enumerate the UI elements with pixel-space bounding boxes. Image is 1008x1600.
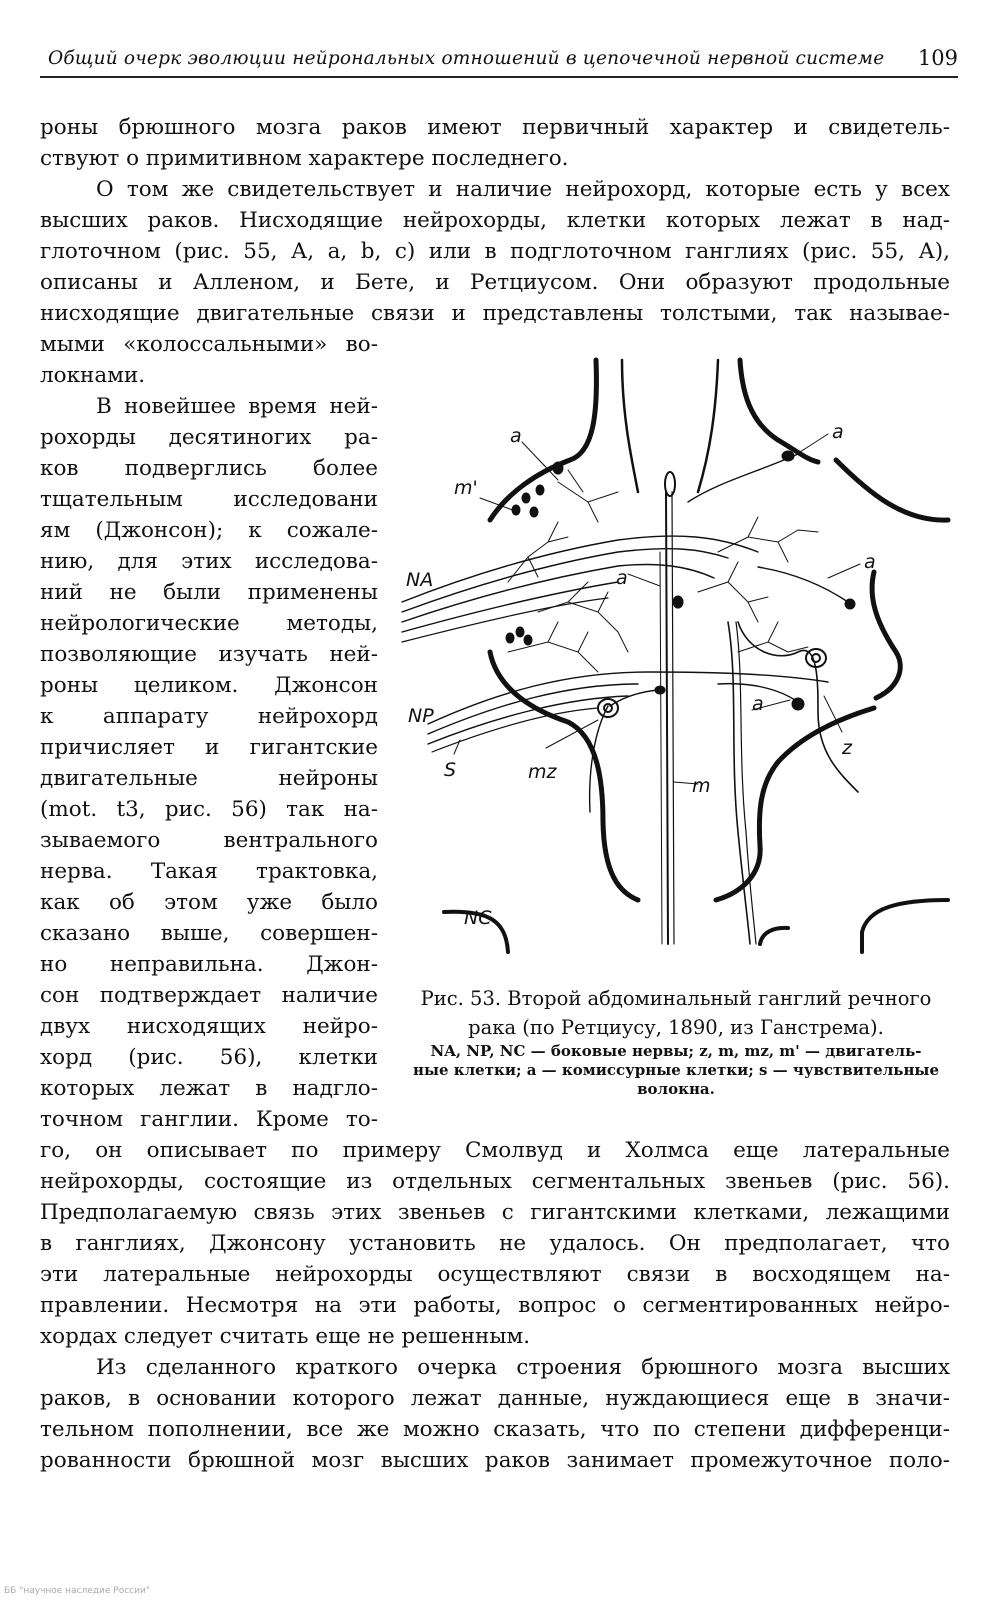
paragraph-2-continued (40, 329, 378, 391)
label-mz: mz (528, 761, 557, 783)
text-line: нисходящие двигательные связи и представлены толстыми, так называе- (40, 301, 950, 326)
ganglion-outline-left-lower (490, 652, 638, 900)
median-fiber (666, 492, 668, 944)
figure-caption (400, 984, 952, 1042)
cell-m-prime (512, 505, 520, 515)
paragraph-3-continued (40, 1135, 950, 1352)
ganglion-outline-right-upper (740, 360, 818, 462)
text-line: сон подтверждает наличие (40, 983, 378, 1008)
cell-a (673, 596, 683, 608)
text-line: роны целиком. Джонсон (40, 673, 378, 698)
legend-line: волокна. (637, 1080, 715, 1098)
text-line: нейрологические методы, (40, 611, 378, 636)
cell-m-prime (522, 493, 530, 503)
cell-top (665, 472, 675, 496)
label-a: a (752, 693, 764, 715)
neuron-process (688, 454, 798, 502)
dendrite (738, 622, 808, 652)
ganglion-outline-bottom-inner (760, 928, 788, 944)
neuron-process (736, 622, 756, 944)
text-line: к аппарату нейрохорд (40, 704, 378, 729)
text-line: го, он описывает по примеру Смолвуд и Холмса еще латеральные (40, 1138, 950, 1163)
text-line: двух нисходящих нейро- (40, 1014, 378, 1039)
text-line: В новейшее время ней- (96, 394, 378, 419)
cell-m-prime (530, 507, 538, 517)
ganglion-outline-top-right (836, 460, 948, 520)
cell-np (524, 635, 532, 645)
text-line: причисляет и гигантские (40, 735, 378, 760)
text-line: двигательные нейроны (40, 766, 378, 791)
cell-m-prime (536, 485, 544, 495)
text-line: в ганглиях, Джонсону установить не удалось. Он предполагает, что (40, 1231, 950, 1256)
text-line: правлении. Несмотря на эти работы, вопрос о сегментированных нейро- (40, 1293, 950, 1318)
neuron-process (758, 567, 848, 602)
median-fiber-b (672, 492, 674, 944)
text-line: нию, для этих исследова- (40, 549, 378, 574)
text-line: нерва. Такая трактовка, (40, 859, 378, 884)
text-line: раков, в основании которого лежат данные, нуждающиеся еще в значи- (40, 1386, 950, 1411)
legend-line: NA, NP, NC — боковые нервы; z, m, mz, m' — двигатель- (430, 1042, 922, 1060)
text-line: ствуют о примитивном характере последнего. (40, 146, 569, 171)
text-line: ям (Джонсон); к сожале- (40, 518, 378, 543)
connective-right (698, 360, 718, 492)
text-line: нейрохорды, состоящие из отдельных сегментальных звеньев (рис. 56). (40, 1169, 950, 1194)
text-line: О том же свидетельствует и наличие нейрохорд, которые есть у всех (96, 177, 950, 202)
caption-line: рака (по Ретциусу, 1890, из Ганстрема). (468, 1016, 884, 1039)
dendrite (718, 517, 818, 562)
text-line: мыми «колоссальными» во- (40, 332, 378, 357)
text-line: тельном пополнении, все же можно сказать, что по степени дифференци- (40, 1417, 950, 1442)
text-line: локнами. (40, 363, 146, 388)
text-line: Из сделанного краткого очерка строения брюшного мозга высших (96, 1355, 950, 1380)
label-m: m (692, 775, 711, 797)
running-header (40, 44, 958, 78)
cell-np (506, 633, 514, 643)
text-line: сказано выше, совершен- (40, 921, 378, 946)
label-a: a (864, 551, 876, 573)
text-line: (mot. t3, рис. 56) так на- (40, 797, 378, 822)
cell-a (845, 599, 855, 609)
text-line: ков подверглись более (40, 456, 378, 481)
leader-line (628, 574, 660, 586)
paragraph-4 (40, 1352, 950, 1476)
legend-line: ные клетки; a — комиссурные клетки; s — чувствительные (412, 1061, 940, 1079)
leader-line (800, 434, 828, 452)
text-line: зываемого вентрального (40, 828, 378, 853)
label-na: NA (406, 569, 434, 591)
figure-ganglion-drawing (398, 352, 958, 964)
label-s: S (444, 759, 457, 781)
label-m-prime: m' (454, 477, 478, 499)
paragraph-2 (40, 174, 950, 329)
text-line: высших раков. Нисходящие нейрохорды, клетки которых лежат в над- (40, 208, 950, 233)
dendrite (558, 470, 618, 522)
caption-line: Рис. 53. Второй абдоминальный ганглий речного (420, 987, 932, 1010)
text-line: рохорды десятиногих ра- (40, 425, 378, 450)
text-line: точном ганглии. Кроме то- (40, 1107, 378, 1132)
ganglion-illustration (398, 352, 958, 964)
dendrite (698, 562, 768, 622)
label-a: a (616, 567, 628, 589)
text-line: хорд (рис. 56), клетки (40, 1045, 378, 1070)
nerve-na-fiber (402, 536, 758, 602)
text-line: ний не были применены (40, 580, 378, 605)
text-line: которых лежат в надгло- (40, 1076, 378, 1101)
label-np: NP (408, 705, 434, 727)
cell-mz (598, 699, 618, 717)
text-line: рованности брюшной мозг высших раков занимает промежуточное поло- (40, 1448, 950, 1473)
running-title: Общий очерк эволюции нейрональных отношений в цепочечной нервной системе (48, 48, 885, 69)
leader-line (828, 564, 860, 578)
ganglion-outline-right-mid (872, 572, 900, 698)
cell-a (553, 462, 563, 474)
cell-np (516, 627, 524, 637)
text-line: Предполагаемую связь этих звеньев с гигантскими клетками, лежащими (40, 1200, 950, 1225)
cell-a (655, 686, 665, 694)
text-line: позволяющие изучать ней- (40, 642, 378, 667)
text-line: глоточном (рис. 55, А, a, b, c) или в подглоточном ганглиях (рис. 55, А), (40, 239, 950, 264)
label-a: a (510, 425, 522, 447)
text-line: описаны и Алленом, и Бете, и Ретциусом. Они образуют продольные (40, 270, 950, 295)
label-z: z (842, 737, 852, 759)
page-number: 109 (917, 46, 958, 70)
footer-watermark: ББ "научное наследие России" (4, 1586, 150, 1596)
ganglion-outline-bottom-right (862, 900, 948, 952)
neuron-process (590, 706, 608, 812)
text-line: тщательным исследовани (40, 487, 378, 512)
cell-mz-nucleus (604, 704, 612, 712)
nerve-np-fiber (428, 672, 828, 724)
ganglion-outline-left-upper (490, 360, 596, 520)
label-a: a (832, 421, 844, 443)
text-line: хордах следует считать еще не решенным. (40, 1324, 531, 1349)
connective-left (622, 360, 638, 492)
cell-z (806, 649, 826, 667)
text-line: роны брюшного мозга раков имеют первичный характер и свидетель- (40, 115, 950, 140)
text-line: но неправильна. Джон- (40, 952, 378, 977)
label-nc: NC (464, 907, 492, 929)
paragraph-3 (40, 391, 378, 1135)
text-line: как об этом уже было (40, 890, 378, 915)
cell-a (792, 698, 804, 710)
cell-a (782, 451, 794, 461)
figure-legend (400, 1042, 952, 1099)
text-line: эти латеральные нейрохорды осуществляют связи в восходящем на- (40, 1262, 950, 1287)
paragraph-1 (40, 112, 950, 174)
median-fiber-c (660, 552, 662, 944)
